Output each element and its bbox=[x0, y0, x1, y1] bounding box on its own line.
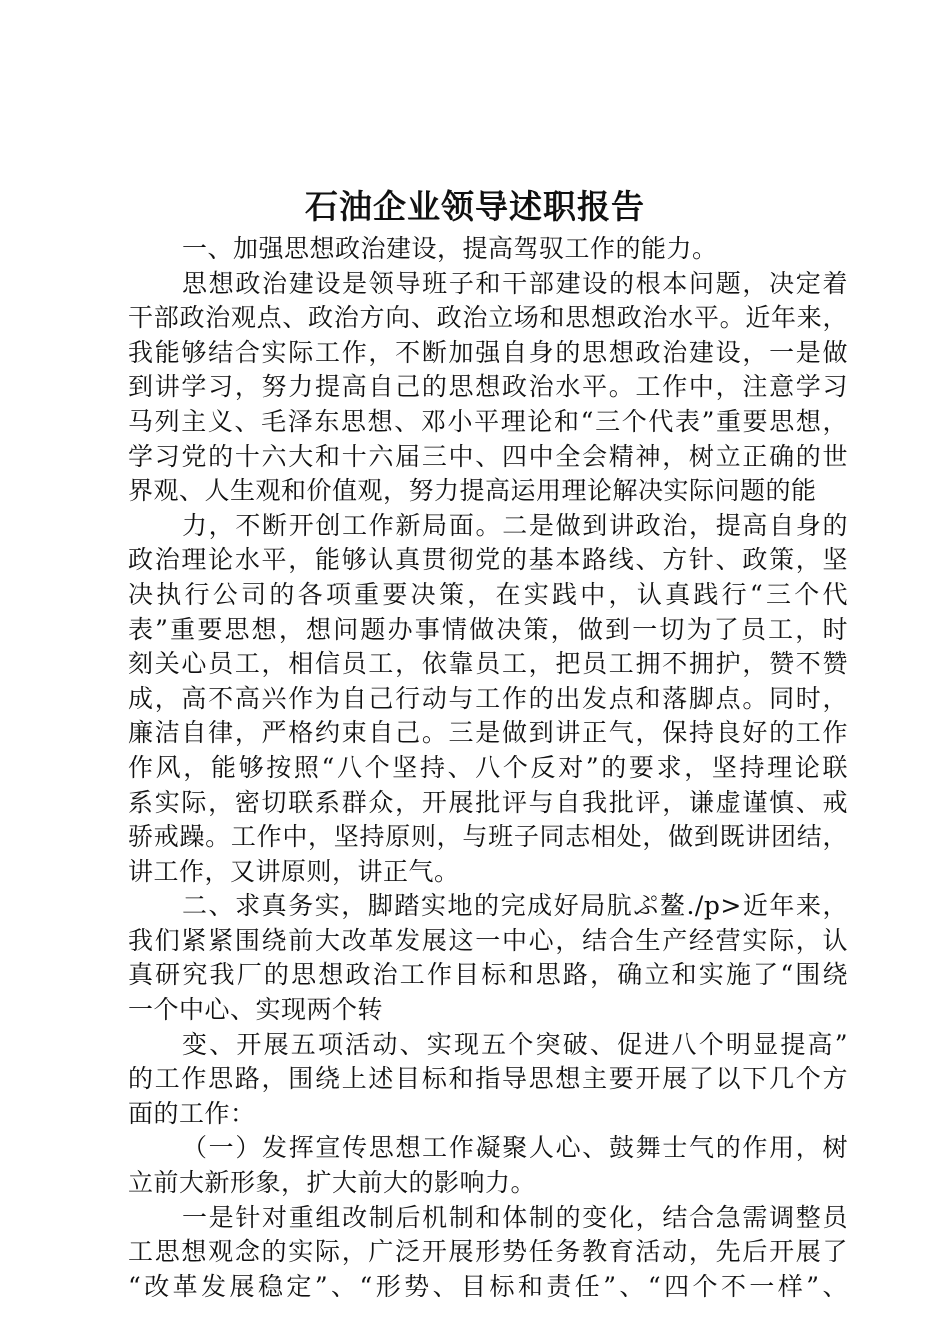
text-line: 作风，能够按照“八个坚持、八个反对”的要求，坚持理论联 bbox=[128, 752, 848, 782]
text-line: 面的工作： bbox=[128, 1098, 256, 1128]
text-line: “改革发展稳定”、“形势、目标和责任”、“四个不一样”、 bbox=[128, 1271, 848, 1301]
text-line: 系实际，密切联系群众，开展批评与自我批评，谦虚谨慎、戒 bbox=[128, 787, 848, 817]
text-line: 学习党的十六大和十六届三中、四中全会精神，树立正确的世 bbox=[128, 441, 848, 471]
text-line: 表”重要思想，想问题办事情做决策，做到一切为了员工，时 bbox=[128, 614, 848, 644]
text-line: 骄戒躁。工作中，坚持原则，与班子同志相处，做到既讲团结， bbox=[128, 822, 848, 852]
text-line: 我能够结合实际工作，不断加强自身的思想政治建设，一是做 bbox=[128, 337, 848, 367]
text-line: 真研究我厂的思想政治工作目标和思路，确立和实施了“围绕 bbox=[128, 960, 848, 990]
text-line: 工思想观念的实际，广泛开展形势任务教育活动，先后开展了 bbox=[128, 1237, 848, 1267]
text-line: 的工作思路，围绕上述目标和指导思想主要开展了以下几个方 bbox=[128, 1064, 848, 1094]
text-line: 界观、人生观和价值观，努力提高运用理论解决实际问题的能 bbox=[128, 476, 817, 506]
text-line: 政治理论水平，能够认真贯彻党的基本路线、方针、政策，坚 bbox=[128, 545, 848, 575]
text-line: 到讲学习，努力提高自己的思想政治水平。工作中，注意学习 bbox=[128, 372, 848, 402]
text-line: 一是针对重组改制后机制和体制的变化，结合急需调整员 bbox=[182, 1202, 848, 1232]
text-line: 马列主义、毛泽东思想、邓小平理论和“三个代表”重要思想， bbox=[128, 406, 848, 436]
text-line: 变、开展五项活动、实现五个突破、促进八个明显提高” bbox=[182, 1029, 848, 1059]
text-line: 干部政治观点、政治方向、政治立场和思想政治水平。近年来， bbox=[128, 303, 848, 333]
text-line: 刻关心员工，相信员工，依靠员工，把员工拥不拥护，赞不赞 bbox=[128, 649, 848, 679]
text-line: 成，高不高兴作为自己行动与工作的出发点和落脚点。同时， bbox=[128, 683, 848, 713]
document-body bbox=[128, 232, 848, 1304]
text-line: 廉洁自律，严格约束自己。三是做到讲正气，保持良好的工作 bbox=[128, 718, 848, 748]
text-line: 立前大新形象，扩大前大的影响力。 bbox=[128, 1168, 537, 1198]
text-line: 一个中心、实现两个转 bbox=[128, 995, 384, 1025]
text-line: 思想政治建设是领导班子和干部建设的根本问题，决定着 bbox=[182, 268, 848, 298]
text-line: 我们紧紧围绕前大改革发展这一中心，结合生产经营实际，认 bbox=[128, 925, 848, 955]
text-line: 讲工作，又讲原则，讲正气。 bbox=[128, 856, 460, 886]
document-title: 石油企业领导述职报告 bbox=[305, 187, 645, 226]
text-line: 决执行公司的各项重要决策，在实践中，认真践行“三个代 bbox=[128, 579, 848, 609]
text-line: （一）发挥宣传思想工作凝聚人心、鼓舞士气的作用，树 bbox=[182, 1133, 848, 1163]
text-line: 力，不断开创工作新局面。二是做到讲政治，提高自身的 bbox=[182, 510, 848, 540]
text-line: 二、求真务实，脚踏实地的完成好局肮ぷ鳌./p>近年来， bbox=[182, 891, 848, 921]
text-line: 一、加强思想政治建设，提高驾驭工作的能力。 bbox=[182, 234, 718, 263]
